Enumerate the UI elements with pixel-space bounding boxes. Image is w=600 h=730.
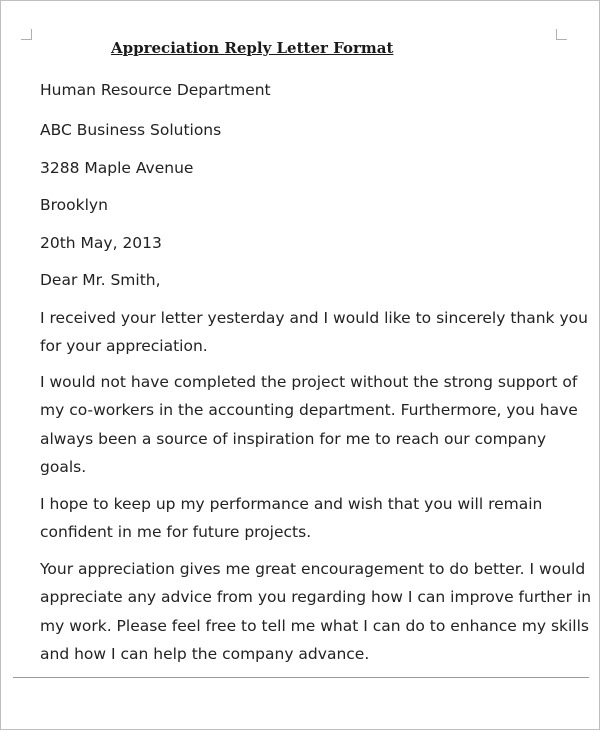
paragraph-line: my work. Please feel free to tell me what I can do to enhance my skills [40,616,589,635]
paragraph-line: Your appreciation gives me great encouragement to do better. I would [40,560,586,578]
salutation: Dear Mr. Smith, [40,271,161,289]
address-company: ABC Business Solutions [40,121,222,139]
letter-date: 20th May, 2013 [40,234,162,252]
paragraph-line: confident in me for future projects. [40,523,312,542]
body-paragraph [40,555,592,669]
body-paragraph [40,304,588,361]
body-paragraph [40,368,578,482]
page-bottom-divider [13,677,589,678]
document-title: Appreciation Reply Letter Format [111,39,394,57]
paragraph-line: appreciate any advice from you regarding how I can improve further in [40,588,592,607]
address-department: Human Resource Department [40,81,271,99]
margin-corner-mark-top-right [556,29,567,40]
paragraph-line: my co-workers in the accounting department. Furthermore, you have [40,401,578,420]
paragraph-line: for your appreciation. [40,337,208,356]
address-city: Brooklyn [40,196,108,214]
paragraph-line: I would not have completed the project without the strong support of [40,373,578,391]
paragraph-line: and how I can help the company advance. [40,645,370,664]
paragraph-line: I received your letter yesterday and I would like to sincerely thank you [40,309,588,327]
address-street: 3288 Maple Avenue [40,159,194,177]
paragraph-line: always been a source of inspiration for me to reach our company [40,429,547,448]
paragraph-line: goals. [40,458,87,477]
body-paragraph [40,490,575,547]
margin-corner-mark-top-left [21,29,32,40]
paragraph-line: I hope to keep up my performance and wish that you will remain [40,495,543,513]
